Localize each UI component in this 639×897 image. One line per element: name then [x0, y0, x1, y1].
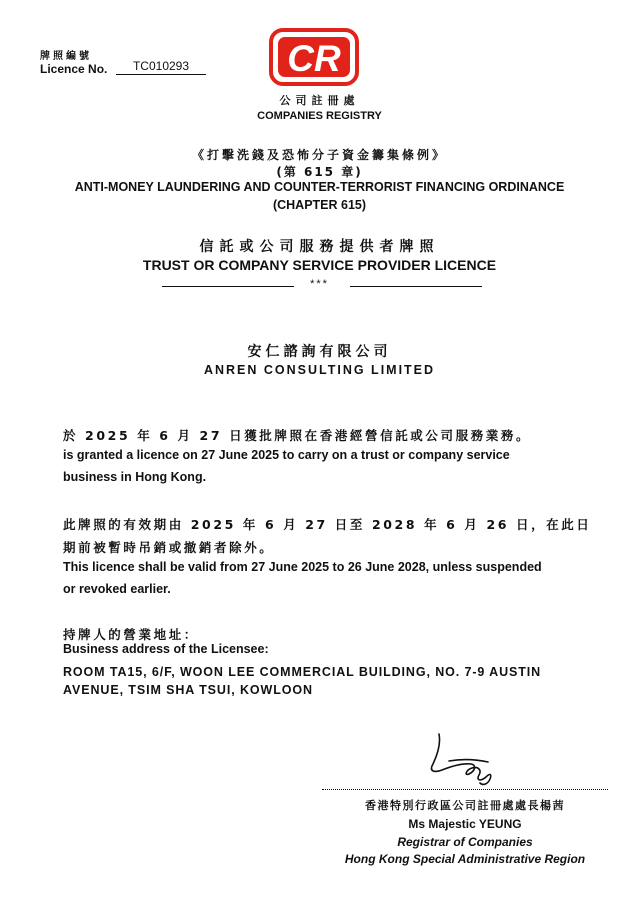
registry-name-en: COMPANIES REGISTRY: [257, 110, 382, 122]
title-separator: ***: [310, 278, 329, 290]
address-line2: AVENUE, TSIM SHA TSUI, KOWLOON: [63, 683, 313, 697]
signatory-name-en: Ms Majestic YEUNG: [408, 817, 522, 831]
signatory-role-en: Registrar of Companies: [397, 835, 533, 849]
address-line1: ROOM TA15, 6/F, WOON LEE COMMERCIAL BUILDING, NO. 7-9 AUSTIN: [63, 665, 542, 679]
licence-no-label-zh: 牌照編號: [40, 51, 92, 62]
licence-number: TC010293: [116, 59, 206, 75]
registry-name-zh: 公司註冊處: [279, 94, 360, 107]
companies-registry-logo: [269, 28, 359, 86]
grant-text-en-line1: is granted a licence on 27 June 2025 to carry on a trust or company service: [63, 448, 510, 462]
validity-text-en-line1: This licence shall be valid from 27 June 2025 to 26 June 2028, unless suspended: [63, 560, 542, 574]
licensee-name-en: ANREN CONSULTING LIMITED: [203, 363, 436, 377]
ordinance-title-en: ANTI-MONEY LAUNDERING AND COUNTER-TERRORIST FINANCING ORDINANCE: [74, 180, 565, 194]
logo-text: CR: [287, 38, 341, 79]
licence-title-en: TRUST OR COMPANY SERVICE PROVIDER LICENCE: [142, 257, 497, 273]
validity-text-zh-line2: 期前被暫時吊銷或撤銷者除外。: [63, 540, 275, 555]
licensee-name-zh: 安仁諮詢有限公司: [247, 344, 392, 360]
address-label-zh: 持牌人的營業地址：: [63, 627, 199, 642]
grant-text-zh: 於 2025 年 6 月 27 日獲批牌照在香港經營信託或公司服務業務。: [63, 428, 532, 443]
signatory-region-en: Hong Kong Special Administrative Region: [344, 852, 586, 866]
divider-right: [350, 286, 482, 287]
ordinance-chapter-en: (CHAPTER 615): [272, 198, 367, 212]
registrar-signature: [425, 730, 505, 788]
validity-text-en-line2: or revoked earlier.: [63, 582, 171, 596]
signature-line: [322, 789, 608, 790]
signatory-title-zh: 香港特別行政區公司註冊處處長楊茜: [365, 799, 565, 812]
validity-text-zh-line1: 此牌照的有效期由 2025 年 6 月 27 日至 2028 年 6 月 26 日，在此日: [63, 517, 592, 532]
ordinance-title-zh: 《打擊洗錢及恐怖分子資金籌集條例》: [191, 148, 447, 162]
grant-text-en-line2: business in Hong Kong.: [63, 470, 207, 484]
licence-no-label-en: Licence No.: [40, 62, 108, 76]
licence-title-zh: 信託或公司服務提供者牌照: [199, 239, 440, 255]
address-label-en: Business address of the Licensee:: [63, 642, 269, 656]
ordinance-chapter-zh: (第 615 章): [276, 165, 363, 179]
